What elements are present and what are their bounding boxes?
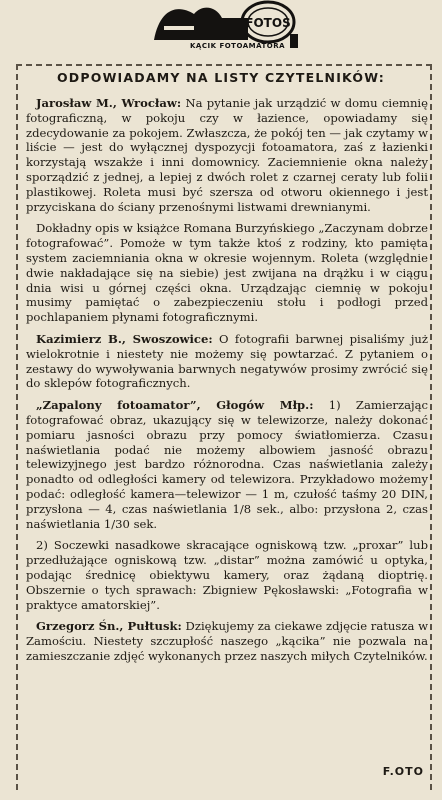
reader-name: Jarosław M., Wrocław: [36,96,182,110]
answer-text: 2) Soczewki nasadkowe skracające ogniskową tzw. „proxar” lub przedłużające ogniskową tzw. „distar” można zamówić u optyka, podając średnicę obiektywu kamery, oraz żądaną dioptrię. Obszernie o tych sprawach: Zbigniew Pękosławski: „Fotografia w praktyce amatorskiej”. [26,538,428,612]
reader-name: Kazimierz B., Swoszowice: [36,331,213,346]
answer-text: Dziękujemy za ciekawe zdjęcie ratusza w Zamościu. Niestety szczupłość naszego „kącika” nie pozwala na zamieszczanie zdjęć wykonanych przez naszych miłych Czytelników. [26,619,429,663]
svg-text:FOTOS: FOTOS [245,16,291,30]
reader-name: Grzegorz Śn., Pułtusk: [36,619,182,634]
letter-paragraph [26,538,428,612]
letter-paragraph [26,221,428,325]
answer-text: O fotografii barwnej pisaliśmy już wielokrotnie i niestety nie możemy się powtarzać. Z pytaniem o zestawy do wywoływania barwnych negatywów prosimy zwrócić się do sklepów fotograficznych. [26,331,429,391]
letter-paragraph [26,398,428,531]
answer-text: Dokładny opis w książce Romana Burzyńskiego „Zaczynam dobrze fotografować”. Pomoże w tym także ktoś z rodziny, kto pamięta system zaciemniania okna w okresie wojennym. Roleta (względnie dwie nakładające się na siebie) jest zwijana na drążku i w ciągu dnia wisi u górnej części okna. Urządzając ciemnię w pokoju musimy pamiętać o zabezpieczeniu stołu i podłogi przed pochlapaniem płynami fotograficznymi. [26,221,428,325]
letter-paragraph [26,619,428,663]
section-title: ODPOWIADAMY NA LISTY CZYTELNIKÓW: [56,70,385,85]
author-signature: F.OTO [382,765,424,778]
answer-text: Na pytanie jak urządzić w domu ciemnię fotograficzną, w pokoju czy w łazience, opowiadamy się zdecydowanie za pokojem. Zwłaszcza, że pokój ten — jak czytamy w liście — jest do wyłącznej dyspozycji fotoamatora, zaś z łazienki korzystają wszakże i inni domownicy. Zaciemnienie okna należy sporządzić z jednej, a lepiej z dwóch rolet z czarnej ceraty lub folii plastikowej. Roleta musi być szersza od otworu okiennego i jest przyciskana do ściany przenośnymi listwami drewnianymi. [26,96,429,214]
reader-name: „Zapalony fotoamator”, Głogów Młp.: [36,398,314,413]
letter-paragraph [26,332,428,391]
answer-text: 1) Zamierzając fotografować obraz, ukazujący się w telewizorze, należy dokonać pomiaru jasności obrazu przy pomocy światłomierza. Czasu naświetlania podać nie możemy albowiem jasność obrazu telewizyjnego jest bardzo różnorodna. Czas naświetlania zależy ponadto od odległości kamery od telewizora. Przykładowo możemy podać: odległość kamera—telewizor — 1 m, czułość taśmy 20 DIN, przysłona — 4, czas naświetlania 1/8 sek., albo: przysłona 2, czas naświetlania 1/30 sek. [26,398,428,531]
letter-paragraph [26,96,428,214]
logo-caption: KĄCIK FOTOAMATORA [190,42,286,50]
letters-body [26,96,428,664]
column-header [0,0,442,62]
